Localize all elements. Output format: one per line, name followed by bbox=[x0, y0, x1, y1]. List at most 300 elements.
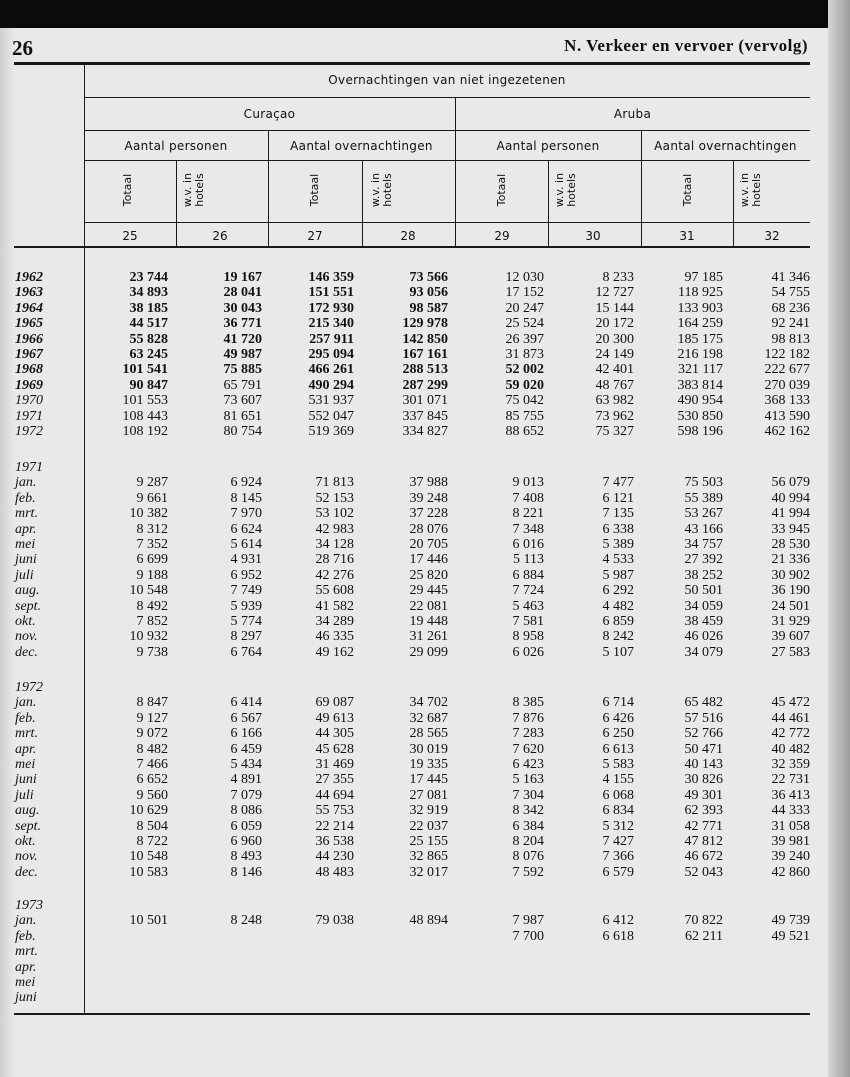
table-cell: 32 865 bbox=[409, 849, 448, 865]
table-cell: 98 587 bbox=[409, 300, 448, 316]
table-cell: 462 162 bbox=[764, 424, 810, 439]
table-cell: 490 954 bbox=[677, 393, 723, 409]
table-cell: 34 702 bbox=[409, 695, 448, 711]
table-cell: 42 772 bbox=[771, 726, 810, 742]
table-cell: 57 516 bbox=[684, 710, 723, 726]
table-cell: 216 198 bbox=[677, 347, 723, 362]
table-cell: 8 221 bbox=[512, 506, 544, 522]
table-cell: 8 076 bbox=[512, 849, 544, 865]
table-cell: 7 283 bbox=[512, 726, 544, 742]
table-cell: 32 017 bbox=[409, 864, 448, 880]
row-label: aug. bbox=[15, 803, 40, 819]
table-cell: 34 128 bbox=[315, 537, 354, 552]
table-cell: 9 560 bbox=[136, 787, 168, 803]
table-cell: 34 757 bbox=[684, 537, 723, 552]
row-label: juli bbox=[15, 787, 34, 803]
table-cell: 7 477 bbox=[602, 475, 634, 491]
table-cell: 108 443 bbox=[122, 408, 168, 424]
table-cell: 37 988 bbox=[409, 475, 448, 491]
table-cell: 9 738 bbox=[136, 644, 168, 660]
table-cell: 65 482 bbox=[684, 695, 723, 711]
table-cell: 15 144 bbox=[595, 300, 634, 316]
table-cell: 31 261 bbox=[409, 629, 448, 645]
table-cell: 301 071 bbox=[402, 393, 448, 409]
island-header-curacao: Curaçao bbox=[243, 107, 296, 121]
table-cell: 73 962 bbox=[595, 408, 634, 424]
table-cell: 151 551 bbox=[308, 285, 354, 301]
table-cell: 42 860 bbox=[771, 864, 810, 880]
table-cell: 8 297 bbox=[230, 629, 262, 645]
table-cell: 8 847 bbox=[136, 695, 168, 711]
row-label: 1962 bbox=[15, 270, 43, 285]
table-cell: 39 981 bbox=[771, 834, 810, 849]
table-cell: 42 771 bbox=[684, 818, 723, 834]
row-label: apr. bbox=[15, 741, 37, 757]
table-cell: 41 582 bbox=[315, 598, 354, 614]
table-cell: 32 687 bbox=[409, 710, 448, 726]
table-cell: 50 471 bbox=[684, 741, 723, 757]
row-label: dec. bbox=[15, 864, 38, 880]
table-cell: 55 608 bbox=[315, 583, 354, 599]
table-cell: 49 613 bbox=[315, 710, 354, 726]
table-cell: 45 472 bbox=[771, 695, 810, 711]
table-cell: 38 185 bbox=[129, 300, 168, 316]
table-cell: 7 724 bbox=[512, 583, 544, 599]
table-cell: 31 469 bbox=[315, 757, 354, 772]
table-cell: 6 579 bbox=[602, 864, 634, 880]
table-cell: 26 397 bbox=[505, 331, 544, 347]
section-year-label: 1972 bbox=[15, 680, 43, 695]
row-label: 1969 bbox=[15, 377, 43, 393]
table-cell: 28 041 bbox=[223, 285, 262, 301]
row-label: jan. bbox=[15, 695, 37, 711]
table-cell: 8 248 bbox=[230, 913, 262, 929]
table-cell: 33 945 bbox=[771, 521, 810, 537]
group-header-1: Aantal personen bbox=[124, 139, 228, 153]
section-year-label: 1971 bbox=[15, 460, 43, 475]
table-cell: 34 079 bbox=[684, 644, 723, 660]
scan-right-edge bbox=[828, 0, 850, 1077]
table-cell: 530 850 bbox=[677, 408, 723, 424]
header-rule-2 bbox=[84, 130, 810, 131]
table-cell: 49 521 bbox=[771, 928, 810, 944]
table-cell: 8 145 bbox=[230, 490, 262, 506]
table-cell: 40 143 bbox=[684, 757, 723, 772]
table-cell: 10 629 bbox=[129, 803, 168, 819]
table-cell: 6 059 bbox=[230, 818, 262, 834]
row-label: feb. bbox=[15, 928, 36, 944]
table-cell: 6 338 bbox=[602, 521, 634, 537]
table-cell: 62 211 bbox=[685, 928, 723, 944]
header-bottom-rule bbox=[14, 246, 810, 248]
table-cell: 8 342 bbox=[512, 803, 544, 819]
bottom-rule bbox=[14, 1013, 810, 1015]
table-cell: 31 873 bbox=[505, 347, 544, 362]
table-cell: 43 166 bbox=[684, 521, 723, 537]
table-cell: 6 960 bbox=[230, 834, 262, 849]
table-cell: 6 624 bbox=[230, 521, 262, 537]
subcol-header-27: Totaal bbox=[308, 173, 321, 207]
table-cell: 54 755 bbox=[771, 285, 810, 301]
table-cell: 48 767 bbox=[595, 377, 634, 393]
table-cell: 413 590 bbox=[764, 408, 810, 424]
column-number-26: 26 bbox=[212, 229, 228, 243]
table-cell: 122 182 bbox=[764, 347, 810, 362]
table-cell: 5 774 bbox=[230, 614, 262, 629]
col-divider-3 bbox=[548, 160, 549, 246]
table-cell: 44 305 bbox=[315, 726, 354, 742]
table-cell: 270 039 bbox=[764, 377, 810, 393]
table-cell: 42 983 bbox=[315, 521, 354, 537]
table-cell: 36 538 bbox=[315, 834, 354, 849]
row-label: 1967 bbox=[15, 347, 43, 362]
table-cell: 27 355 bbox=[315, 772, 354, 788]
table-cell: 6 618 bbox=[602, 928, 634, 944]
table-cell: 146 359 bbox=[308, 270, 354, 285]
table-cell: 20 705 bbox=[409, 537, 448, 552]
row-label: mei bbox=[15, 757, 36, 772]
table-cell: 93 056 bbox=[409, 285, 448, 301]
table-cell: 31 929 bbox=[771, 614, 810, 629]
row-label: juli bbox=[15, 567, 34, 583]
table-cell: 28 716 bbox=[315, 552, 354, 568]
table-cell: 6 412 bbox=[602, 913, 634, 929]
table-cell: 8 312 bbox=[136, 521, 168, 537]
row-label: okt. bbox=[15, 834, 36, 849]
table-cell: 46 672 bbox=[684, 849, 723, 865]
table-cell: 30 902 bbox=[771, 567, 810, 583]
table-cell: 167 161 bbox=[402, 347, 448, 362]
table-cell: 19 448 bbox=[409, 614, 448, 629]
table-cell: 88 652 bbox=[505, 424, 544, 439]
table-cell: 519 369 bbox=[308, 424, 354, 439]
header-rule-1 bbox=[84, 97, 810, 98]
row-label: 1971 bbox=[15, 408, 43, 424]
row-label: 1966 bbox=[15, 331, 43, 347]
table-cell: 108 192 bbox=[122, 424, 168, 439]
table-cell: 30 019 bbox=[409, 741, 448, 757]
table-cell: 7 466 bbox=[136, 757, 168, 772]
table-cell: 7 352 bbox=[136, 537, 168, 552]
table-cell: 79 038 bbox=[315, 913, 354, 929]
table-cell: 295 094 bbox=[308, 347, 354, 362]
running-title: N. Verkeer en vervoer (vervolg) bbox=[564, 36, 808, 55]
table-cell: 63 982 bbox=[595, 393, 634, 409]
table-cell: 9 287 bbox=[136, 475, 168, 491]
table-cell: 25 524 bbox=[505, 316, 544, 332]
table-cell: 337 845 bbox=[402, 408, 448, 424]
table-cell: 8 086 bbox=[230, 803, 262, 819]
row-label: juni bbox=[15, 552, 37, 568]
table-cell: 7 079 bbox=[230, 787, 262, 803]
table-cell: 17 152 bbox=[505, 285, 544, 301]
table-cell: 44 461 bbox=[771, 710, 810, 726]
table-cell: 50 501 bbox=[684, 583, 723, 599]
table-cell: 7 366 bbox=[602, 849, 634, 865]
table-cell: 8 242 bbox=[602, 629, 634, 645]
table-cell: 6 026 bbox=[512, 644, 544, 660]
table-cell: 48 483 bbox=[315, 864, 354, 880]
table-cell: 44 694 bbox=[315, 787, 354, 803]
table-cell: 40 482 bbox=[771, 741, 810, 757]
row-label: nov. bbox=[15, 849, 38, 865]
table-cell: 22 081 bbox=[409, 598, 448, 614]
table-cell: 164 259 bbox=[677, 316, 723, 332]
table-cell: 24 501 bbox=[771, 598, 810, 614]
table-cell: 5 463 bbox=[512, 598, 544, 614]
table-cell: 8 385 bbox=[512, 695, 544, 711]
table-cell: 6 459 bbox=[230, 741, 262, 757]
table-cell: 36 190 bbox=[771, 583, 810, 599]
table-cell: 490 294 bbox=[308, 377, 354, 393]
table-cell: 7 852 bbox=[136, 614, 168, 629]
table-cell: 29 445 bbox=[409, 583, 448, 599]
table-cell: 6 250 bbox=[602, 726, 634, 742]
table-cell: 56 079 bbox=[771, 475, 810, 491]
table-cell: 22 037 bbox=[409, 818, 448, 834]
table-cell: 8 146 bbox=[230, 864, 262, 880]
row-label: aug. bbox=[15, 583, 40, 599]
col-divider-2 bbox=[362, 160, 363, 246]
section-year-label: 1973 bbox=[15, 898, 43, 913]
table-cell: 52 002 bbox=[505, 362, 544, 378]
table-cell: 7 987 bbox=[512, 913, 544, 929]
table-cell: 42 401 bbox=[595, 362, 634, 378]
table-cell: 8 722 bbox=[136, 834, 168, 849]
table-cell: 69 087 bbox=[315, 695, 354, 711]
table-cell: 75 042 bbox=[505, 393, 544, 409]
table-cell: 75 503 bbox=[684, 475, 723, 491]
subcol-header-26: w.v. in hotels bbox=[181, 172, 206, 208]
table-cell: 24 149 bbox=[595, 347, 634, 362]
table-cell: 4 482 bbox=[602, 598, 634, 614]
table-cell: 41 720 bbox=[223, 331, 262, 347]
table-cell: 6 764 bbox=[230, 644, 262, 660]
table-cell: 75 885 bbox=[223, 362, 262, 378]
row-label: 1972 bbox=[15, 424, 43, 439]
table-cell: 8 233 bbox=[602, 270, 634, 285]
table-cell: 172 930 bbox=[308, 300, 354, 316]
table-cell: 49 739 bbox=[771, 913, 810, 929]
row-label: 1964 bbox=[15, 300, 43, 316]
table-cell: 34 059 bbox=[684, 598, 723, 614]
table-cell: 70 822 bbox=[684, 913, 723, 929]
table-cell: 41 994 bbox=[771, 506, 810, 522]
table-cell: 6 016 bbox=[512, 537, 544, 552]
table-cell: 52 766 bbox=[684, 726, 723, 742]
table-cell: 27 583 bbox=[771, 644, 810, 660]
column-number-27: 27 bbox=[307, 229, 323, 243]
subcol-header-29: Totaal bbox=[495, 173, 508, 207]
scan-top-border bbox=[0, 0, 850, 28]
table-cell: 598 196 bbox=[677, 424, 723, 439]
table-cell: 6 384 bbox=[512, 818, 544, 834]
table-cell: 12 030 bbox=[505, 270, 544, 285]
table-cell: 73 566 bbox=[409, 270, 448, 285]
table-cell: 4 155 bbox=[602, 772, 634, 788]
table-cell: 8 492 bbox=[136, 598, 168, 614]
table-cell: 46 335 bbox=[315, 629, 354, 645]
table-cell: 32 919 bbox=[409, 803, 448, 819]
table-cell: 36 771 bbox=[223, 316, 262, 332]
table-cell: 5 113 bbox=[513, 552, 544, 568]
table-cell: 65 791 bbox=[223, 377, 262, 393]
column-number-28: 28 bbox=[400, 229, 416, 243]
table-cell: 55 753 bbox=[315, 803, 354, 819]
table-cell: 7 592 bbox=[512, 864, 544, 880]
table-cell: 334 827 bbox=[402, 424, 448, 439]
table-cell: 28 565 bbox=[409, 726, 448, 742]
table-cell: 20 172 bbox=[595, 316, 634, 332]
table-cell: 101 541 bbox=[122, 362, 168, 378]
row-label: okt. bbox=[15, 614, 36, 629]
main-header: Overnachtingen van niet ingezetenen bbox=[328, 73, 566, 87]
col-divider-1 bbox=[176, 160, 177, 246]
table-cell: 44 333 bbox=[771, 803, 810, 819]
row-label: sept. bbox=[15, 818, 42, 834]
table-cell: 4 891 bbox=[230, 772, 262, 788]
table-cell: 8 504 bbox=[136, 818, 168, 834]
row-label: 1970 bbox=[15, 393, 43, 409]
table-cell: 97 185 bbox=[684, 270, 723, 285]
table-cell: 9 188 bbox=[136, 567, 168, 583]
table-cell: 30 826 bbox=[684, 772, 723, 788]
table-cell: 6 426 bbox=[602, 710, 634, 726]
table-cell: 85 755 bbox=[505, 408, 544, 424]
subcol-header-31: Totaal bbox=[681, 173, 694, 207]
table-cell: 9 127 bbox=[136, 710, 168, 726]
table-cell: 215 340 bbox=[308, 316, 354, 332]
group-header-3: Aantal personen bbox=[496, 139, 600, 153]
row-label: 1968 bbox=[15, 362, 43, 378]
table-cell: 142 850 bbox=[402, 331, 448, 347]
table-cell: 10 932 bbox=[129, 629, 168, 645]
table-cell: 52 043 bbox=[684, 864, 723, 880]
table-cell: 40 994 bbox=[771, 490, 810, 506]
table-cell: 34 289 bbox=[315, 614, 354, 629]
table-cell: 17 446 bbox=[409, 552, 448, 568]
table-cell: 383 814 bbox=[677, 377, 723, 393]
row-label: apr. bbox=[15, 959, 37, 975]
row-label: mrt. bbox=[15, 726, 38, 742]
table-cell: 6 884 bbox=[512, 567, 544, 583]
table-cell: 287 299 bbox=[402, 377, 448, 393]
table-cell: 55 389 bbox=[684, 490, 723, 506]
row-label: mei bbox=[15, 537, 36, 552]
table-cell: 92 241 bbox=[771, 316, 810, 332]
table-cell: 27 081 bbox=[409, 787, 448, 803]
table-cell: 90 847 bbox=[129, 377, 168, 393]
table-cell: 5 389 bbox=[602, 537, 634, 552]
table-cell: 6 121 bbox=[602, 490, 634, 506]
table-cell: 81 651 bbox=[223, 408, 262, 424]
row-label: juni bbox=[15, 990, 37, 1006]
table-cell: 10 382 bbox=[129, 506, 168, 522]
column-number-31: 31 bbox=[679, 229, 695, 243]
table-cell: 9 661 bbox=[136, 490, 168, 506]
table-cell: 10 548 bbox=[129, 583, 168, 599]
table-cell: 6 567 bbox=[230, 710, 262, 726]
table-cell: 118 925 bbox=[678, 285, 723, 301]
table-cell: 257 911 bbox=[309, 331, 354, 347]
table-cell: 7 135 bbox=[602, 506, 634, 522]
table-cell: 44 230 bbox=[315, 849, 354, 865]
table-cell: 6 652 bbox=[136, 772, 168, 788]
group-header-2: Aantal overnachtingen bbox=[290, 139, 433, 153]
row-label: mei bbox=[15, 975, 36, 990]
table-cell: 73 607 bbox=[223, 393, 262, 409]
table-cell: 19 335 bbox=[409, 757, 448, 772]
table-cell: 27 392 bbox=[684, 552, 723, 568]
subcol-header-28: w.v. in hotels bbox=[369, 172, 394, 208]
table-cell: 8 482 bbox=[136, 741, 168, 757]
row-label: feb. bbox=[15, 490, 36, 506]
table-cell: 133 903 bbox=[677, 300, 723, 316]
table-cell: 28 530 bbox=[771, 537, 810, 552]
table-cell: 9 013 bbox=[512, 475, 544, 491]
table-cell: 368 133 bbox=[764, 393, 810, 409]
table-cell: 129 978 bbox=[402, 316, 448, 332]
table-cell: 5 583 bbox=[602, 757, 634, 772]
table-cell: 5 614 bbox=[230, 537, 262, 552]
table-cell: 6 292 bbox=[602, 583, 634, 599]
table-cell: 6 924 bbox=[230, 475, 262, 491]
table-cell: 63 245 bbox=[129, 347, 168, 362]
table-cell: 9 072 bbox=[136, 726, 168, 742]
table-cell: 38 252 bbox=[684, 567, 723, 583]
table-cell: 39 248 bbox=[409, 490, 448, 506]
col-divider-4 bbox=[733, 160, 734, 246]
table-cell: 53 267 bbox=[684, 506, 723, 522]
table-cell: 21 336 bbox=[771, 552, 810, 568]
table-cell: 29 099 bbox=[409, 644, 448, 660]
table-cell: 101 553 bbox=[122, 393, 168, 409]
table-cell: 39 607 bbox=[771, 629, 810, 645]
table-cell: 41 346 bbox=[771, 270, 810, 285]
table-cell: 53 102 bbox=[315, 506, 354, 522]
table-cell: 55 828 bbox=[129, 331, 168, 347]
table-cell: 28 076 bbox=[409, 521, 448, 537]
table-cell: 6 068 bbox=[602, 787, 634, 803]
table-cell: 71 813 bbox=[315, 475, 354, 491]
table-cell: 6 423 bbox=[512, 757, 544, 772]
table-cell: 37 228 bbox=[409, 506, 448, 522]
table-cell: 5 107 bbox=[602, 644, 634, 660]
group-header-4: Aantal overnachtingen bbox=[654, 139, 797, 153]
table-cell: 7 749 bbox=[230, 583, 262, 599]
table-cell: 6 834 bbox=[602, 803, 634, 819]
top-rule bbox=[14, 62, 810, 65]
table-cell: 8 493 bbox=[230, 849, 262, 865]
table-cell: 7 970 bbox=[230, 506, 262, 522]
table-cell: 34 893 bbox=[129, 285, 168, 301]
page-number: 26 bbox=[12, 36, 33, 60]
table-cell: 75 327 bbox=[595, 424, 634, 439]
table-cell: 52 153 bbox=[315, 490, 354, 506]
table-cell: 6 613 bbox=[602, 741, 634, 757]
table-cell: 6 699 bbox=[136, 552, 168, 568]
table-cell: 22 731 bbox=[771, 772, 810, 788]
table-cell: 12 727 bbox=[595, 285, 634, 301]
table-cell: 552 047 bbox=[308, 408, 354, 424]
table-cell: 185 175 bbox=[677, 331, 723, 347]
row-label: 1965 bbox=[15, 316, 43, 332]
table-cell: 7 700 bbox=[512, 928, 544, 944]
table-cell: 7 581 bbox=[512, 614, 544, 629]
table-cell: 6 414 bbox=[230, 695, 262, 711]
table-cell: 466 261 bbox=[308, 362, 354, 378]
table-cell: 68 236 bbox=[771, 300, 810, 316]
